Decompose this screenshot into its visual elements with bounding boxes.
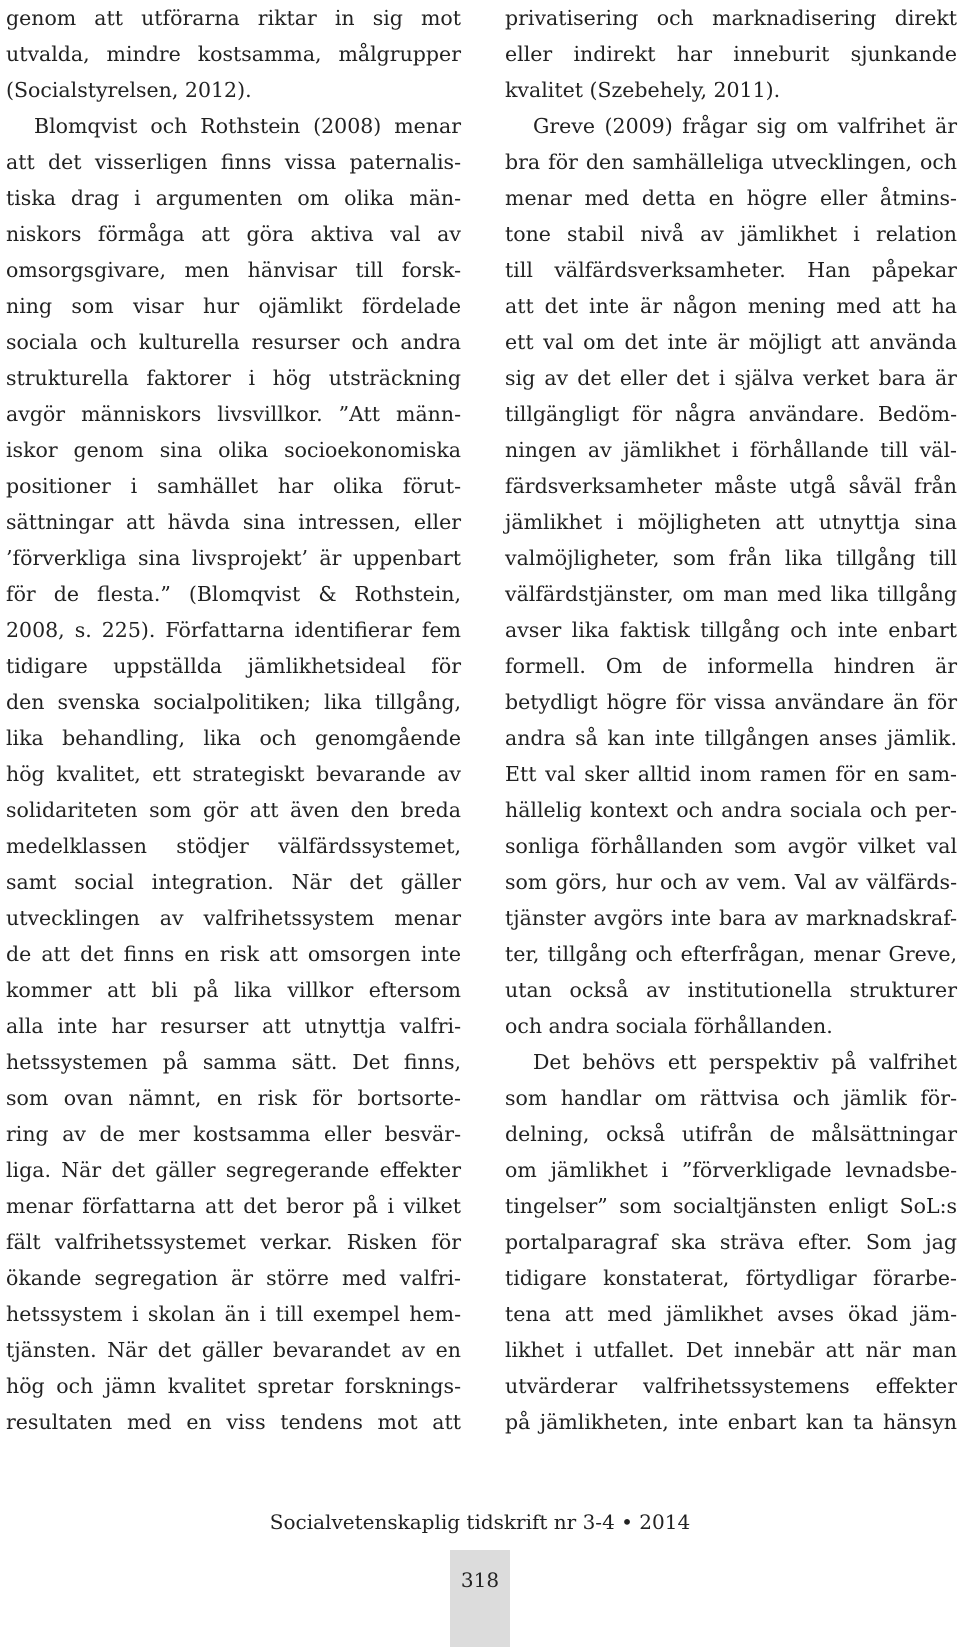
text-line: samt social integration. När det gäller [6, 870, 461, 894]
text-line: utvecklingen av valfrihetssystem menar [6, 906, 461, 930]
text-line: liga. När det gäller segregerande effekter [6, 1158, 461, 1182]
text-line: alla inte har resurser att utnyttja valfri- [6, 1014, 461, 1038]
text-line: utvalda, mindre kostsamma, målgrupper [6, 42, 461, 66]
text-line: lika behandling, lika och genomgående [6, 726, 461, 750]
text-line: medelklassen stödjer välfärdssystemet, [6, 834, 461, 858]
text-line: betydligt högre för vissa användare än för [505, 690, 957, 714]
text-line: tingelser” som socialtjänsten enligt SoL:s [505, 1194, 957, 1218]
text-line: resultaten med en viss tendens mot att [6, 1410, 461, 1434]
text-line: Greve (2009) frågar sig om valfrihet är [533, 114, 957, 138]
text-line: andra så kan inte tillgången anses jämlik. [505, 726, 957, 750]
text-line: som görs, hur och av vem. Val av välfärds- [505, 870, 957, 894]
text-line: som handlar om rättvisa och jämlik för- [505, 1086, 957, 1110]
text-line: tone stabil nivå av jämlikhet i relation [505, 222, 957, 246]
text-line: kvalitet (Szebehely, 2011). [505, 78, 781, 102]
text-line: utan också av institutionella strukturer [505, 978, 957, 1002]
text-line: sonliga förhållanden som avgör vilket val [505, 834, 957, 858]
text-line: hög och jämn kvalitet spretar forsknings- [6, 1374, 461, 1398]
text-line: eller indirekt har inneburit sjunkande [505, 42, 957, 66]
text-line: niskors förmåga att göra aktiva val av [6, 222, 461, 246]
text-line: hög kvalitet, ett strategiskt bevarande av [6, 762, 461, 786]
text-line: ningen av jämlikhet i förhållande till väl- [505, 438, 957, 462]
text-line: genom att utförarna riktar in sig mot [6, 6, 461, 30]
text-line: hetssystemen på samma sätt. Det finns, [6, 1050, 461, 1074]
text-line: avgör människors livsvillkor. ”Att männ- [6, 402, 461, 426]
text-line: fält valfrihetssystemet verkar. Risken för [6, 1230, 461, 1254]
page-number-tab [450, 1550, 510, 1647]
text-line: valmöjligheter, som från lika tillgång till [505, 546, 957, 570]
text-line: färdsverksamheter måste utgå såväl från [505, 474, 957, 498]
text-line: delning, också utifrån de målsättningar [505, 1122, 957, 1146]
text-line: ter, tillgång och efterfrågan, menar Greve, [505, 942, 957, 966]
left-text-column [6, 0, 461, 1440]
text-line: och andra sociala förhållanden. [505, 1014, 833, 1038]
text-line: hetssystem i skolan än i till exempel hem- [6, 1302, 461, 1326]
text-line: Blomqvist och Rothstein (2008) menar [34, 114, 461, 138]
text-line: sättningar att hävda sina intressen, eller [6, 510, 461, 534]
text-line: att det inte är någon mening med att ha [505, 294, 957, 318]
text-line: iskor genom sina olika socioekonomiska [6, 438, 461, 462]
text-line: ökande segregation är större med valfri- [6, 1266, 461, 1290]
text-line: ett val om det inte är möjligt att använda [505, 330, 957, 354]
text-line: om jämlikhet i ”förverkligade levnadsbe- [505, 1158, 957, 1182]
text-line: bra för den samhälleliga utvecklingen, och [505, 150, 957, 174]
text-line: 2008, s. 225). Författarna identifierar fem [6, 618, 461, 642]
text-line: tjänsten. När det gäller bevarandet av en [6, 1338, 461, 1362]
text-line: tjänster avgörs inte bara av marknadskraf- [505, 906, 957, 930]
text-line: positioner i samhället har olika förut- [6, 474, 461, 498]
text-line: att det visserligen finns vissa paternalis- [6, 150, 461, 174]
text-line: formell. Om de informella hindren är [505, 654, 957, 678]
text-line: tiska drag i argumenten om olika män- [6, 186, 461, 210]
text-line: ring av de mer kostsamma eller besvär- [6, 1122, 461, 1146]
text-line: likhet i utfallet. Det innebär att när man [505, 1338, 957, 1362]
text-line: tena att med jämlikhet avses ökad jäm- [505, 1302, 957, 1326]
page-number: 318 [460, 1568, 500, 1592]
text-line: jämlikhet i möjligheten att utnyttja sina [505, 510, 957, 534]
text-line: (Socialstyrelsen, 2012). [6, 78, 252, 102]
text-line: välfärdstjänster, om man med lika tillgång [505, 582, 957, 606]
text-line: menar med detta en högre eller åtmins- [505, 186, 957, 210]
text-line: privatisering och marknadisering direkt [505, 6, 957, 30]
text-line: för de flesta.” (Blomqvist & Rothstein, [6, 582, 461, 606]
text-line: omsorgsgivare, men hänvisar till forsk- [6, 258, 461, 282]
text-line: hällelig kontext och andra sociala och per- [505, 798, 957, 822]
text-line: avser lika faktisk tillgång och inte enbart [505, 618, 957, 642]
text-line: utvärderar valfrihetssystemens effekter [505, 1374, 957, 1398]
text-line: som ovan nämnt, en risk för bortsorte- [6, 1086, 461, 1110]
text-line: Det behövs ett perspektiv på valfrihet [533, 1050, 957, 1074]
text-line: sig av det eller det i själva verket bara är [505, 366, 957, 390]
right-text-column [505, 0, 957, 1440]
text-line: solidariteten som gör att även den breda [6, 798, 461, 822]
text-line: tidigare uppställda jämlikhetsideal för [6, 654, 461, 678]
text-line: den svenska socialpolitiken; lika tillgång, [6, 690, 461, 714]
text-line: strukturella faktorer i hög utsträckning [6, 366, 461, 390]
text-line: Ett val sker alltid inom ramen för en sam- [505, 762, 957, 786]
text-line: ning som visar hur ojämlikt fördelade [6, 294, 461, 318]
text-line: de att det finns en risk att omsorgen inte [6, 942, 461, 966]
text-line: menar författarna att det beror på i vilket [6, 1194, 461, 1218]
journal-footer: Socialvetenskaplig tidskrift nr 3-4 • 2014 [269, 1510, 691, 1534]
text-line: ’förverkliga sina livsprojekt’ är uppenbart [6, 546, 461, 570]
text-line: tidigare konstaterat, förtydligar förarbe- [505, 1266, 957, 1290]
text-line: till välfärdsverksamheter. Han påpekar [505, 258, 957, 282]
text-line: portalparagraf ska sträva efter. Som jag [505, 1230, 957, 1254]
text-line: kommer att bli på lika villkor eftersom [6, 978, 461, 1002]
text-line: tillgängligt för några användare. Bedöm- [505, 402, 957, 426]
text-line: sociala och kulturella resurser och andra [6, 330, 461, 354]
text-line: på jämlikheten, inte enbart kan ta hänsyn [505, 1410, 957, 1434]
